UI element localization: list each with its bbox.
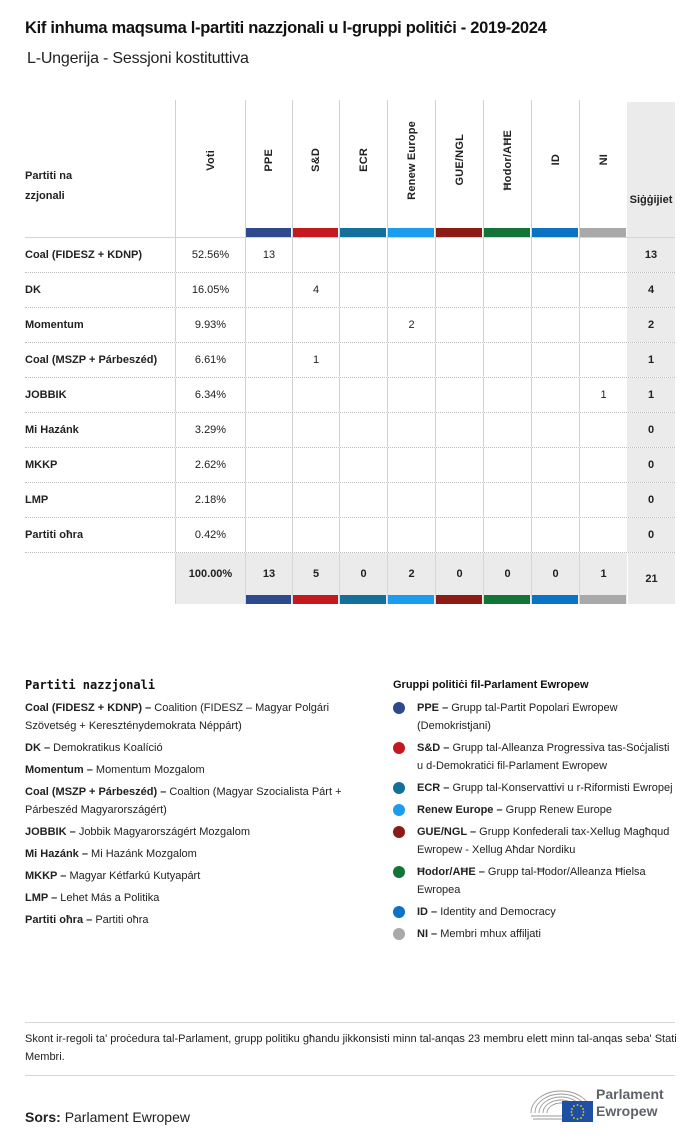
group-header-label: PPE bbox=[263, 148, 275, 172]
party-legend-item bbox=[25, 889, 360, 907]
seat-count-renew-europe bbox=[387, 238, 435, 272]
seat-count-odor-a-e bbox=[483, 483, 531, 517]
seat-count-gue-ngl bbox=[435, 273, 483, 307]
group-legend-item bbox=[393, 699, 678, 735]
votes-value: 6.34% bbox=[175, 378, 245, 412]
national-parties-legend bbox=[25, 677, 360, 933]
group-header bbox=[246, 100, 292, 220]
seats-header-label: Siġġijiet bbox=[629, 194, 673, 206]
group-full-name: Grupp Konfederali tax-Xellug Magħqud Ewropew - Xellug Aħdar Nordiku bbox=[417, 826, 670, 856]
seats-total: 13 bbox=[627, 238, 675, 272]
group-color-bar bbox=[532, 595, 578, 604]
party-full-name: Coaltion (Magyar Szocialista Párt + Párbeszéd Magyarországért) bbox=[25, 786, 342, 816]
group-full-name: Grupp tal-Ħodor/Alleanza Ħielsa Ewropea bbox=[417, 866, 646, 896]
seat-count-ni bbox=[579, 343, 627, 377]
table-row bbox=[25, 413, 675, 448]
group-color-bar bbox=[484, 595, 530, 604]
legend-title: Gruppi politiċi fil-Parlament Ewropew bbox=[393, 679, 589, 691]
seat-count-odor-a-e bbox=[483, 273, 531, 307]
seat-count-renew-europe bbox=[387, 273, 435, 307]
seat-count-ecr bbox=[339, 413, 387, 447]
column-header-odor-a-e bbox=[483, 100, 531, 237]
party-legend-item bbox=[25, 699, 360, 735]
seat-count-ecr bbox=[339, 518, 387, 552]
votes-header bbox=[176, 100, 245, 220]
seat-count-id bbox=[531, 378, 579, 412]
party-full-name: Magyar Kétfarkú Kutyapárt bbox=[69, 870, 201, 882]
group-header bbox=[484, 100, 531, 220]
seat-count-odor-a-e bbox=[483, 448, 531, 482]
seat-count-odor-a-e bbox=[483, 378, 531, 412]
seat-count-ppe: 13 bbox=[245, 238, 292, 272]
divider bbox=[25, 1075, 675, 1076]
seat-count-ni bbox=[579, 238, 627, 272]
party-header-label: Partiti nazzjonali bbox=[25, 170, 73, 202]
party-name: Coal (MSZP + Párbeszéd) bbox=[25, 354, 158, 366]
group-full-name: Grupp tal-Partit Popolari Ewropew (Demokristjani) bbox=[417, 702, 618, 732]
total-ppe: 13 bbox=[245, 553, 292, 604]
total-renew-europe: 2 bbox=[387, 553, 435, 604]
seat-count-ppe bbox=[245, 483, 292, 517]
seat-count-renew-europe bbox=[387, 518, 435, 552]
legend-title: Partiti nazzjonali bbox=[25, 678, 156, 692]
table-row bbox=[25, 483, 675, 518]
seat-count-odor-a-e bbox=[483, 518, 531, 552]
seat-count-gue-ngl bbox=[435, 483, 483, 517]
seat-count-ecr bbox=[339, 238, 387, 272]
votes-value: 3.29% bbox=[175, 413, 245, 447]
total-seats: 21 bbox=[627, 553, 675, 604]
seat-count-ecr bbox=[339, 273, 387, 307]
source-value: Parlament Ewropew bbox=[64, 1109, 190, 1125]
party-legend-item bbox=[25, 823, 360, 841]
group-legend-item bbox=[393, 801, 678, 819]
seat-count-ppe bbox=[245, 343, 292, 377]
seat-count-s-d bbox=[292, 518, 339, 552]
total-gue-ngl: 0 bbox=[435, 553, 483, 604]
seats-total: 1 bbox=[627, 343, 675, 377]
seat-count-id bbox=[531, 413, 579, 447]
seat-count-s-d bbox=[292, 448, 339, 482]
seat-count-s-d bbox=[292, 378, 339, 412]
party-full-name: Lehet Más a Politika bbox=[60, 892, 160, 904]
seat-count-odor-a-e bbox=[483, 343, 531, 377]
group-color-bar bbox=[436, 228, 482, 237]
seats-total: 2 bbox=[627, 308, 675, 342]
group-abbr: Renew Europe – bbox=[417, 804, 503, 816]
group-header bbox=[293, 100, 339, 220]
seat-count-ni: 1 bbox=[579, 378, 627, 412]
seat-count-odor-a-e bbox=[483, 413, 531, 447]
party-name: Partiti oħra bbox=[25, 529, 84, 541]
page-subtitle: L-Ungerija - Sessjoni kostituttiva bbox=[27, 50, 249, 67]
party-abbr: Coal (FIDESZ + KDNP) – bbox=[25, 702, 152, 714]
footnote: Skont ir-regoli ta' proċedura tal-Parlament, grupp politiku għandu jikkonsisti minn tal-anqas 23 membru elett minn tal-anqas seba' Stati Membri. bbox=[25, 1033, 677, 1063]
source-label: Sors: bbox=[25, 1109, 61, 1125]
group-header bbox=[340, 100, 387, 220]
party-legend-item bbox=[25, 867, 360, 885]
party-legend-item bbox=[25, 761, 360, 779]
source bbox=[25, 1109, 190, 1125]
party-name: LMP bbox=[25, 494, 49, 506]
seat-count-ni bbox=[579, 483, 627, 517]
group-full-name: Identity and Democracy bbox=[440, 906, 556, 918]
total-s-d: 5 bbox=[292, 553, 339, 604]
group-legend-item bbox=[393, 925, 678, 943]
group-color-dot-icon bbox=[393, 804, 405, 816]
group-full-name: Grupp Renew Europe bbox=[505, 804, 613, 816]
seat-count-renew-europe bbox=[387, 413, 435, 447]
total-votes: 100.00% bbox=[175, 553, 245, 604]
seat-count-id bbox=[531, 273, 579, 307]
party-abbr: JOBBIK – bbox=[25, 826, 76, 838]
votes-value: 0.42% bbox=[175, 518, 245, 552]
party-legend-item bbox=[25, 845, 360, 863]
group-color-bar bbox=[388, 228, 434, 237]
total-ni: 1 bbox=[579, 553, 627, 604]
party-full-name: Jobbik Magyarországért Mozgalom bbox=[78, 826, 250, 838]
group-color-bar bbox=[246, 228, 291, 237]
party-full-name: Coalition (FIDESZ – Magyar Polgári Szövetség + Kereszténydemokrata Néppárt) bbox=[25, 702, 330, 732]
page-title: Kif inhuma maqsuma l-partiti nazzjonali u l-gruppi politiċi - 2019-2024 bbox=[25, 19, 547, 37]
seat-count-s-d bbox=[292, 308, 339, 342]
group-color-dot-icon bbox=[393, 702, 405, 714]
seat-count-ecr bbox=[339, 378, 387, 412]
group-header-label: NI bbox=[597, 154, 610, 166]
seat-count-ppe bbox=[245, 448, 292, 482]
party-name: Coal (FIDESZ + KDNP) bbox=[25, 249, 143, 261]
group-color-bar bbox=[580, 228, 626, 237]
seat-count-renew-europe bbox=[387, 448, 435, 482]
group-color-dot-icon bbox=[393, 782, 405, 794]
party-abbr: Momentum – bbox=[25, 764, 93, 776]
total-blank bbox=[25, 553, 175, 604]
group-abbr: Ħodor/AĦE – bbox=[417, 866, 485, 878]
seat-count-gue-ngl bbox=[435, 343, 483, 377]
seats-total: 0 bbox=[627, 448, 675, 482]
seat-count-ppe bbox=[245, 308, 292, 342]
seat-count-ecr bbox=[339, 448, 387, 482]
group-header-label: Renew Europe bbox=[405, 120, 418, 200]
seat-count-renew-europe: 2 bbox=[387, 308, 435, 342]
party-abbr: LMP – bbox=[25, 892, 58, 904]
group-abbr: ECR – bbox=[417, 782, 450, 794]
group-legend-item bbox=[393, 903, 678, 921]
european-parliament-logo bbox=[528, 1083, 678, 1125]
seat-count-renew-europe bbox=[387, 343, 435, 377]
votes-value: 16.05% bbox=[175, 273, 245, 307]
total-ecr: 0 bbox=[339, 553, 387, 604]
group-header-label: ID bbox=[549, 154, 562, 166]
group-full-name: Grupp tal-Alleanza Progressiva tas-Soċjalisti u d-Demokratiċi fil-Parlament Ewropew bbox=[417, 742, 670, 772]
table-row bbox=[25, 238, 675, 273]
group-abbr: NI – bbox=[417, 928, 438, 940]
seat-count-gue-ngl bbox=[435, 518, 483, 552]
seat-count-gue-ngl bbox=[435, 413, 483, 447]
seat-count-ecr bbox=[339, 343, 387, 377]
logo-line-2: Ewropew bbox=[596, 1103, 658, 1119]
group-header bbox=[436, 100, 483, 220]
votes-value: 2.62% bbox=[175, 448, 245, 482]
party-full-name: Partiti oħra bbox=[95, 914, 149, 926]
seat-count-id bbox=[531, 518, 579, 552]
seat-count-ecr bbox=[339, 308, 387, 342]
column-header-gue-ngl bbox=[435, 100, 483, 237]
group-legend-item bbox=[393, 863, 678, 899]
column-header-ppe bbox=[245, 100, 292, 237]
column-header-renew-europe bbox=[387, 100, 435, 237]
group-color-bar bbox=[340, 595, 386, 604]
seat-count-id bbox=[531, 448, 579, 482]
group-abbr: ID – bbox=[417, 906, 438, 918]
seat-count-s-d: 1 bbox=[292, 343, 339, 377]
party-name: JOBBIK bbox=[25, 389, 67, 401]
seat-count-gue-ngl bbox=[435, 238, 483, 272]
votes-value: 2.18% bbox=[175, 483, 245, 517]
seat-count-odor-a-e bbox=[483, 308, 531, 342]
party-full-name: Demokratikus Koalíció bbox=[53, 742, 163, 754]
party-legend-item bbox=[25, 911, 360, 929]
seat-count-id bbox=[531, 308, 579, 342]
column-header-party bbox=[25, 100, 175, 237]
group-color-dot-icon bbox=[393, 928, 405, 940]
group-color-dot-icon bbox=[393, 906, 405, 918]
group-color-bar bbox=[580, 595, 626, 604]
seat-count-ppe bbox=[245, 378, 292, 412]
seat-count-gue-ngl bbox=[435, 448, 483, 482]
seat-count-ppe bbox=[245, 413, 292, 447]
table-row bbox=[25, 518, 675, 553]
column-header-ni bbox=[579, 100, 627, 237]
group-color-bar bbox=[293, 595, 338, 604]
seat-count-s-d bbox=[292, 413, 339, 447]
seat-count-s-d bbox=[292, 238, 339, 272]
seat-count-id bbox=[531, 238, 579, 272]
table-total-row bbox=[25, 553, 675, 604]
seats-total: 1 bbox=[627, 378, 675, 412]
votes-value: 9.93% bbox=[175, 308, 245, 342]
group-header-label: ECR bbox=[357, 148, 370, 172]
logo-text bbox=[596, 1086, 664, 1120]
group-color-bar bbox=[246, 595, 291, 604]
seat-count-ni bbox=[579, 413, 627, 447]
divider bbox=[25, 1022, 675, 1023]
group-abbr: PPE – bbox=[417, 702, 449, 714]
column-header-seats bbox=[627, 102, 675, 237]
seats-total: 4 bbox=[627, 273, 675, 307]
table-body bbox=[25, 238, 675, 553]
seat-count-ni bbox=[579, 448, 627, 482]
group-color-dot-icon bbox=[393, 742, 405, 754]
party-legend-item bbox=[25, 783, 360, 819]
group-color-bar bbox=[340, 228, 386, 237]
seat-count-ni bbox=[579, 308, 627, 342]
group-color-dot-icon bbox=[393, 826, 405, 838]
hemicycle-icon bbox=[528, 1083, 594, 1123]
party-abbr: Partiti oħra – bbox=[25, 914, 93, 926]
political-groups-legend bbox=[393, 677, 678, 947]
party-name: DK bbox=[25, 284, 41, 296]
party-full-name: Momentum Mozgalom bbox=[95, 764, 205, 776]
table-row bbox=[25, 273, 675, 308]
party-abbr: DK – bbox=[25, 742, 51, 754]
table-row bbox=[25, 343, 675, 378]
group-abbr: GUE/NGL – bbox=[417, 826, 477, 838]
party-abbr: MKKP – bbox=[25, 870, 67, 882]
seat-count-id bbox=[531, 483, 579, 517]
seat-count-gue-ngl bbox=[435, 378, 483, 412]
seat-count-ni bbox=[579, 273, 627, 307]
seat-count-id bbox=[531, 343, 579, 377]
group-header-label: Ħodor/AĦE bbox=[501, 129, 514, 191]
group-color-dot-icon bbox=[393, 866, 405, 878]
votes-value: 52.56% bbox=[175, 238, 245, 272]
group-legend-item bbox=[393, 823, 678, 859]
group-full-name: Grupp tal-Konservattivi u r-Riformisti Ewropej bbox=[452, 782, 673, 794]
group-header bbox=[580, 100, 627, 220]
group-legend-item bbox=[393, 739, 678, 775]
group-header-label: S&D bbox=[310, 148, 322, 172]
column-header-id bbox=[531, 100, 579, 237]
table-row bbox=[25, 378, 675, 413]
seat-count-ppe bbox=[245, 518, 292, 552]
group-color-bar bbox=[484, 228, 530, 237]
party-name: MKKP bbox=[25, 459, 58, 471]
table-header bbox=[25, 100, 675, 238]
group-abbr: S&D – bbox=[417, 742, 450, 754]
seat-count-renew-europe bbox=[387, 483, 435, 517]
party-abbr: Mi Hazánk – bbox=[25, 848, 88, 860]
column-header-s-d bbox=[292, 100, 339, 237]
party-name: Momentum bbox=[25, 319, 84, 331]
seat-count-ni bbox=[579, 518, 627, 552]
table-row bbox=[25, 308, 675, 343]
seats-total: 0 bbox=[627, 518, 675, 552]
party-name: Mi Hazánk bbox=[25, 424, 79, 436]
group-header bbox=[532, 100, 579, 220]
total-odor-a-e: 0 bbox=[483, 553, 531, 604]
column-header-ecr bbox=[339, 100, 387, 237]
party-full-name: Mi Hazánk Mozgalom bbox=[91, 848, 197, 860]
group-legend-item bbox=[393, 779, 678, 797]
party-legend-item bbox=[25, 739, 360, 757]
group-color-bar bbox=[388, 595, 434, 604]
seat-count-ecr bbox=[339, 483, 387, 517]
seat-count-ppe bbox=[245, 273, 292, 307]
votes-header-label: Voti bbox=[204, 149, 217, 171]
group-color-bar bbox=[293, 228, 338, 237]
seats-table bbox=[25, 100, 675, 604]
column-header-votes bbox=[175, 100, 245, 237]
seat-count-odor-a-e bbox=[483, 238, 531, 272]
seat-count-gue-ngl bbox=[435, 308, 483, 342]
seats-total: 0 bbox=[627, 413, 675, 447]
seat-count-s-d bbox=[292, 483, 339, 517]
seats-total: 0 bbox=[627, 483, 675, 517]
votes-value: 6.61% bbox=[175, 343, 245, 377]
seat-count-renew-europe bbox=[387, 378, 435, 412]
group-header bbox=[388, 100, 435, 220]
seat-count-s-d: 4 bbox=[292, 273, 339, 307]
group-color-bar bbox=[436, 595, 482, 604]
group-full-name: Membri mhux affiljati bbox=[440, 928, 541, 940]
total-id: 0 bbox=[531, 553, 579, 604]
group-header-label: GUE/NGL bbox=[453, 134, 466, 186]
group-color-bar bbox=[532, 228, 578, 237]
logo-line-1: Parlament bbox=[596, 1086, 664, 1102]
party-abbr: Coal (MSZP + Párbeszéd) – bbox=[25, 786, 167, 798]
table-row bbox=[25, 448, 675, 483]
